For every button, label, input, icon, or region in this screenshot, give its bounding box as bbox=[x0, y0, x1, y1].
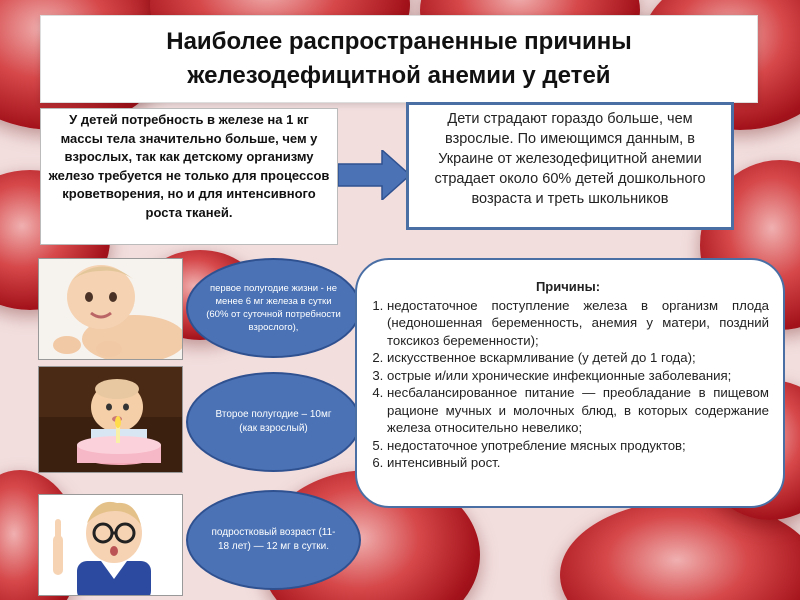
cause-item: 2. искусственное вскармливание (у детей до 1 года); bbox=[387, 349, 769, 367]
birthday-baby-photo bbox=[38, 366, 183, 473]
iron-requirement-box bbox=[40, 108, 338, 245]
second-half-year-oval bbox=[186, 372, 361, 472]
cause-item: 4. несбалансированное питание — преобладание в пищевом рационе мучных и молочных блюд, в которых содержание железа относительно невелико; bbox=[387, 384, 769, 437]
crawling-baby-photo bbox=[38, 258, 183, 360]
cause-item: 1. недостаточное поступление железа в организм плода (недоношенная беременность, анемия у матери, поздний токсикоз беременности); bbox=[387, 297, 769, 350]
right-arrow-icon bbox=[338, 150, 410, 200]
title-line-1: Наиболее распространенные причины bbox=[166, 28, 632, 55]
kid-with-glasses-photo bbox=[38, 494, 183, 596]
second-half-year-text: Второе полугодие – 10мг (как взрослый) bbox=[215, 409, 332, 434]
causes-title: Причины: bbox=[535, 279, 601, 294]
title-line-2: железодефицитной анемии у детей bbox=[187, 62, 611, 89]
causes-box bbox=[355, 258, 785, 508]
cause-item: 3. острые и/или хронические инфекционные заболевания; bbox=[387, 367, 769, 385]
cause-item: 6. интенсивный рост. bbox=[387, 454, 769, 472]
cause-item: 5. недостаточное употребление мясных продуктов; bbox=[387, 437, 769, 455]
page-title bbox=[40, 15, 758, 103]
first-half-year-text: первое полугодие жизни - не менее 6 мг железа в сутки (60% от суточной потребности взрослого), bbox=[206, 283, 341, 333]
iron-requirement-text: У детей потребность в железе на 1 кг массы тела значительно больше, чем у взрослых, так как детскому организму железо требуется не только для процессов кроветворения, но и для интенсивного роста тканей. bbox=[48, 112, 330, 220]
causes-list bbox=[367, 297, 769, 472]
statistics-box bbox=[406, 102, 734, 230]
adolescence-oval bbox=[186, 490, 361, 590]
adolescence-text: подростковый возраст (11-18 лет) — 12 мг в сутки. bbox=[211, 527, 336, 552]
statistics-text: Дети страдают гораздо больше, чем взрослые. По имеющимся данным, в Украине от железодефицитной анемии страдает около 60% детей дошкольного возраста и треть школьников bbox=[434, 111, 706, 207]
first-half-year-oval bbox=[186, 258, 361, 358]
